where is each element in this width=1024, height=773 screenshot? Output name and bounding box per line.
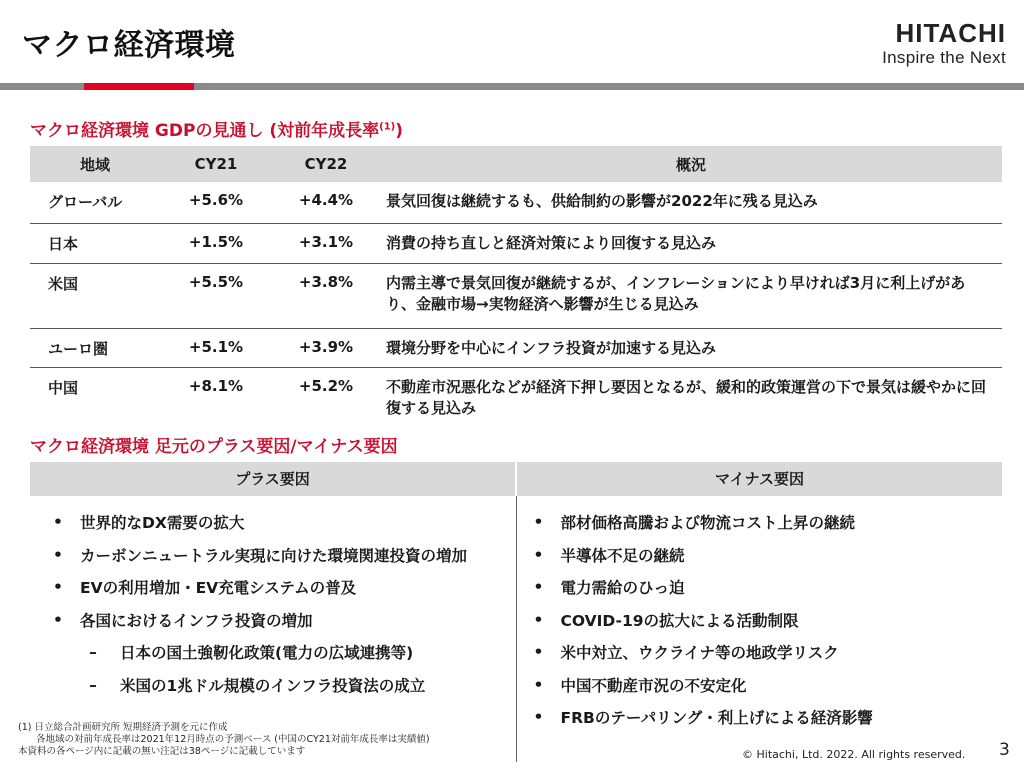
- gdp-heading-close: ): [395, 121, 404, 141]
- bullet-icon: •: [533, 545, 544, 564]
- footnote-line: 各地域の対前年成長率は2021年12月時点の予測ベース (中国のCY21対前年成長率は実績値): [36, 733, 430, 745]
- cy21-cell: +5.5%: [160, 263, 272, 328]
- cy22-cell: +3.9%: [272, 328, 380, 367]
- bullet-icon: •: [53, 578, 63, 597]
- cy21-cell: +1.5%: [160, 223, 272, 263]
- footnotes: [18, 722, 430, 758]
- list-item-text: 日本の国土強靭化政策(電力の広域連携等): [120, 644, 414, 663]
- table-row: [30, 223, 1002, 263]
- bullet-icon: •: [53, 545, 63, 564]
- cy21-cell: +8.1%: [188, 376, 244, 395]
- page-number: 3: [999, 740, 1010, 760]
- column-header-cy21: CY21: [160, 146, 272, 182]
- factors-section-heading: マクロ経済環境 足元のプラス要因/マイナス要因: [30, 437, 398, 457]
- summary-cell: 環境分野を中心にインフラ投資が加速する見込み: [380, 328, 1002, 367]
- footnote-line: (1) 日立総合計画研究所 短期経済予測を元に作成: [18, 722, 228, 733]
- sub-list-item: [30, 636, 516, 669]
- cy21-cell: +5.1%: [160, 328, 272, 367]
- hitachi-logo: [882, 20, 1006, 68]
- list-item: [517, 636, 1003, 669]
- title-accent-bar: [84, 83, 194, 90]
- summary-cell: 内需主導で景気回復が継続するが、インフレーションにより早ければ3月に利上げがあり、金融市場→実物経済へ影響が生じる見込み: [380, 263, 1002, 328]
- table-row: [30, 263, 1002, 328]
- list-item-text: 部材価格高騰および物流コスト上昇の継続: [560, 514, 856, 533]
- column-header-region: 地域: [30, 146, 160, 182]
- list-item: [517, 539, 1003, 572]
- list-item-text: 世界的なDX需要の拡大: [80, 514, 245, 533]
- list-item: [517, 604, 1003, 637]
- bullet-icon: •: [53, 513, 63, 532]
- minus-factors-title: マイナス要因: [714, 470, 805, 488]
- region-cell: ユーロ圏: [30, 328, 160, 367]
- list-item-text: 半導体不足の継続: [560, 546, 685, 565]
- page-title: マクロ経済環境: [22, 28, 236, 63]
- list-item-text: COVID-19の拡大による活動制限: [560, 611, 799, 630]
- list-item: [517, 571, 1003, 604]
- factors-table: [30, 462, 1002, 762]
- table-row: [30, 182, 1002, 223]
- logo-tagline: Inspire the Next: [882, 48, 1006, 67]
- list-item-text: 電力需給のひっ迫: [560, 579, 685, 598]
- bullet-icon: •: [533, 708, 544, 727]
- list-item: [517, 701, 1003, 734]
- column-header-cy22: CY22: [272, 146, 380, 182]
- gdp-heading-text: マクロ経済環境 GDPの見通し (対前年成長率: [30, 121, 380, 141]
- logo-wordmark: HITACHI: [895, 18, 1006, 48]
- list-item-text: EVの利用増加・EV充電システムの普及: [80, 579, 357, 598]
- copyright-notice: © Hitachi, Ltd. 2022. All rights reserved.: [742, 748, 966, 761]
- column-header-summary: 概況: [380, 146, 1002, 182]
- gdp-outlook-table: [30, 146, 1002, 427]
- footnote-line: 本資料の各ページ内に記載の無い注記は38ページに記載しています: [18, 745, 306, 757]
- region-cell: 米国: [30, 263, 160, 328]
- list-item-text: 米国の1兆ドル規模のインフラ投資法の成立: [120, 676, 426, 695]
- dash-icon: –: [89, 643, 97, 662]
- list-item: [517, 506, 1003, 539]
- factors-header-row: [30, 462, 1002, 496]
- bullet-icon: •: [533, 675, 544, 694]
- list-item-text: 米中対立、ウクライナ等の地政学リスク: [560, 644, 839, 663]
- summary-cell: 景気回復は継続するも、供給制約の影響が2022年に残る見込み: [380, 182, 1002, 223]
- gdp-section-heading: [30, 116, 403, 141]
- table-row: [30, 367, 1002, 427]
- cy21-cell: +5.6%: [160, 182, 272, 223]
- bullet-icon: •: [533, 643, 544, 662]
- table-row: [30, 328, 1002, 367]
- summary-cell: 不動産市況悪化などが経済下押し要因となるが、緩和的政策運営の下で景気は緩やかに回復する見込み: [386, 377, 987, 418]
- region-cell: 日本: [30, 223, 160, 263]
- bullet-icon: •: [53, 610, 63, 629]
- bullet-icon: •: [533, 610, 544, 629]
- list-item: [517, 669, 1003, 702]
- plus-factors-title: プラス要因: [30, 462, 517, 496]
- cy22-cell: +3.1%: [272, 223, 380, 263]
- list-item-text: FRBのテーパリング・利上げによる経済影響: [560, 709, 873, 728]
- cy22-cell: +5.2%: [298, 376, 354, 395]
- list-item: [30, 506, 516, 539]
- cy22-cell: +3.8%: [272, 263, 380, 328]
- summary-cell: 消費の持ち直しと経済対策により回復する見込み: [380, 223, 1002, 263]
- dash-icon: –: [89, 675, 97, 694]
- region-cell: グローバル: [30, 182, 160, 223]
- list-item: [30, 539, 516, 572]
- sub-list-item: [30, 669, 516, 702]
- bullet-icon: •: [533, 513, 544, 532]
- list-item-text: 各国におけるインフラ投資の増加: [80, 611, 313, 630]
- list-item-text: 中国不動産市況の不安定化: [560, 676, 747, 695]
- table-header-row: [30, 146, 1002, 182]
- bullet-icon: •: [533, 578, 544, 597]
- list-item: [30, 604, 516, 637]
- cy22-cell: +4.4%: [272, 182, 380, 223]
- region-cell: 中国: [48, 378, 79, 397]
- list-item-text: カーボンニュートラル実現に向けた環境関連投資の増加: [80, 546, 468, 565]
- list-item: [30, 571, 516, 604]
- minus-factors-list: [517, 496, 1003, 762]
- footnote-ref: (1): [379, 121, 396, 133]
